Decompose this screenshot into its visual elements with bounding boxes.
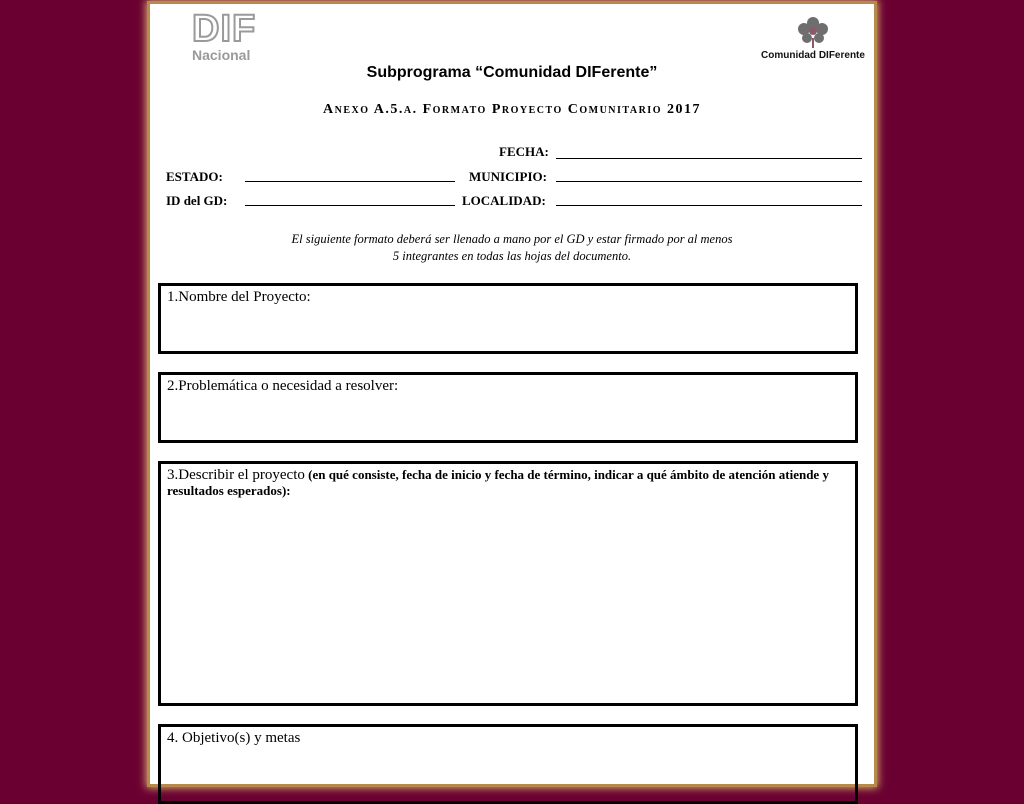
note-line-1: El siguiente formato deberá ser llenado a mano por el GD y estar firmado por al menos (291, 232, 733, 246)
id-gd-line[interactable] (245, 205, 455, 206)
municipio-label: MUNICIPIO: (469, 169, 547, 184)
document-page (150, 4, 874, 784)
comunidad-diferente-logo (758, 14, 868, 61)
section-3-description: (en qué consiste, fecha de inicio y fecha de término, indicar a qué ámbito de atención atiende y resultados esperados): (167, 467, 829, 498)
id-gd-label: ID del GD: (166, 193, 228, 208)
flower-icon (793, 14, 833, 48)
estado-label: ESTADO: (166, 169, 223, 184)
dif-nacional-logo (192, 8, 272, 63)
section-1-label: 1.Nombre del Proyecto: (167, 289, 311, 305)
page-title: Subprograma “Comunidad DIFerente” (366, 64, 658, 81)
instructions-note (150, 231, 874, 265)
section-2-box[interactable] (158, 372, 858, 443)
section-1-box[interactable] (158, 283, 858, 354)
comunidad-logo-text: Comunidad DIFerente (761, 50, 865, 61)
note-line-2: 5 integrantes en todas las hojas del documento. (392, 249, 632, 263)
estado-line[interactable] (245, 181, 455, 182)
section-3-label: 3.Describir el proyecto (167, 467, 305, 483)
fecha-label: FECHA: (499, 144, 549, 159)
section-3-box[interactable] (158, 461, 858, 706)
page-subtitle: Anexo A.5.a. Formato Proyecto Comunitario 2017 (323, 102, 701, 117)
section-2-label: 2.Problemática o necesidad a resolver: (167, 378, 399, 394)
localidad-line[interactable] (556, 205, 862, 206)
dif-logo-subtext: Nacional (192, 47, 251, 63)
localidad-label: LOCALIDAD: (462, 193, 546, 208)
section-4-box[interactable] (158, 724, 858, 804)
dif-logo-text: DIF (192, 8, 257, 50)
fecha-line[interactable] (556, 158, 862, 159)
section-4-label: 4. Objetivo(s) y metas (167, 730, 301, 746)
municipio-line[interactable] (556, 181, 862, 182)
